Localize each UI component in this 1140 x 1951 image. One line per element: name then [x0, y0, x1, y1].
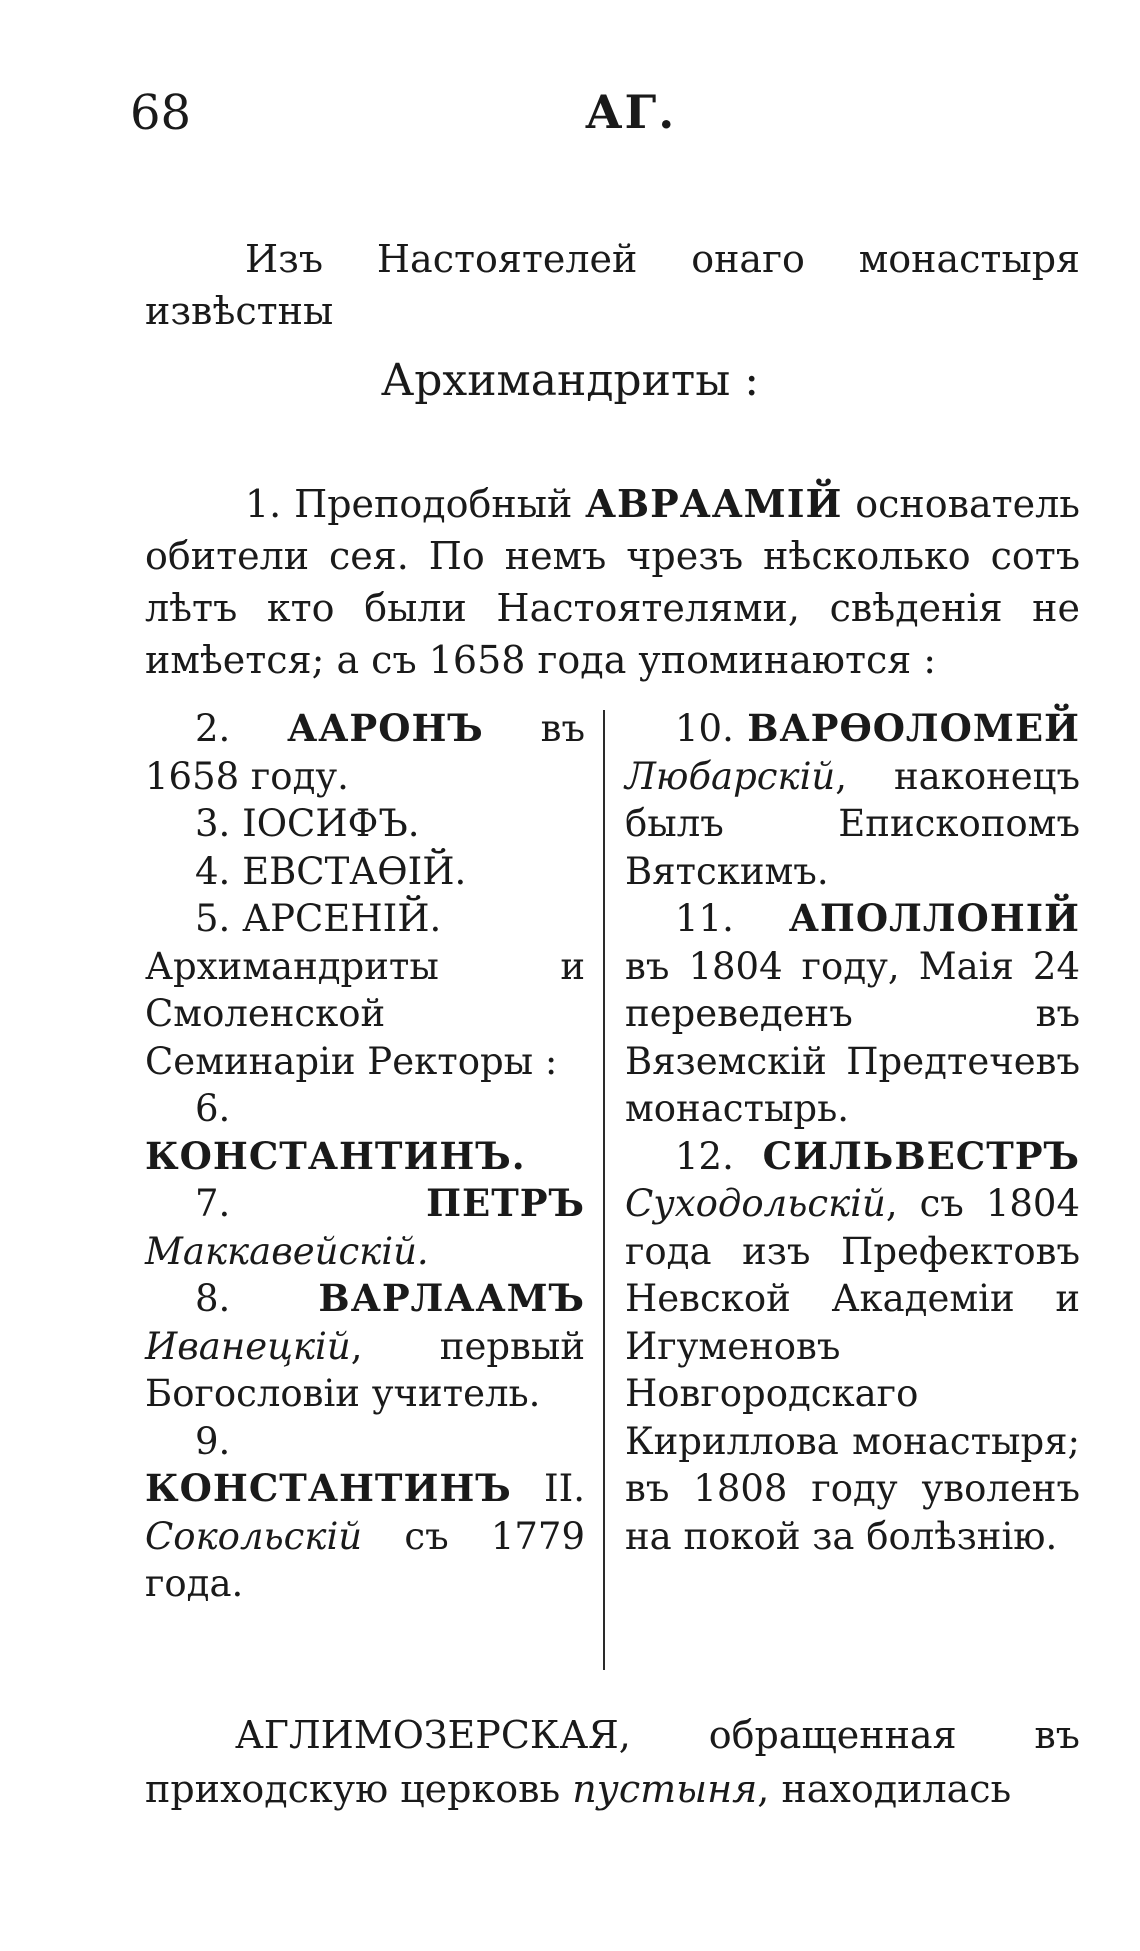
entry-text: , наконецъ былъ Епископомъ Вятскимъ.: [625, 754, 1080, 893]
entry-number: 4.: [195, 849, 231, 893]
entry-number: 6.: [195, 1087, 231, 1130]
right-column: [625, 705, 1080, 1560]
entry-number: 5.: [195, 897, 231, 940]
entry-7: [145, 1180, 585, 1275]
entry-12: [625, 1133, 1080, 1561]
entry-surname: Сокольскій: [145, 1514, 363, 1558]
entry-number: 11.: [675, 897, 734, 940]
section-title: Архимандриты :: [380, 355, 760, 406]
entry-8: [145, 1275, 585, 1418]
entry-name: ІОСИФЪ.: [242, 802, 420, 845]
entry-surname: Суходольскій: [625, 1182, 886, 1225]
entry-number: 2.: [195, 707, 231, 750]
entry-10: [625, 705, 1080, 895]
entry-italic: пустыня: [572, 1767, 758, 1811]
entry-1: [145, 478, 1080, 686]
entry-text: съ 1779 года.: [145, 1514, 585, 1605]
entry-number: 10.: [675, 707, 734, 750]
intro-paragraph: Изъ Настоятелей онаго монастыря извѣстны: [145, 237, 1080, 333]
entry-number: 3.: [195, 802, 231, 845]
entry-name: ПЕТРЪ: [426, 1181, 585, 1225]
page-number: 68: [130, 85, 192, 141]
entry-surname: Иванецкій: [145, 1324, 351, 1368]
entry-name: АРСЕНІЙ.: [242, 897, 442, 940]
left-column: [145, 705, 585, 1608]
entry-3: [145, 800, 585, 848]
entry-name: СИЛЬВЕСТРЪ: [762, 1133, 1080, 1178]
entry-name: ВАРЛААМЪ: [318, 1276, 585, 1320]
entry-11: [625, 895, 1080, 1133]
entry-name: ААРОНЪ: [287, 706, 484, 750]
entry-number: 12.: [675, 1134, 734, 1178]
entry-name: КОНСТАНТИНЪ.: [145, 1133, 526, 1178]
subsection-note: Архимандриты и Смоленской Семинаріи Ректоры :: [145, 944, 585, 1083]
entry-number: 8.: [195, 1277, 231, 1320]
entry-number: 1.: [245, 482, 282, 526]
entry-9: [145, 1418, 585, 1608]
entry-text: основатель обители сея. По немъ чрезъ нѣсколько сотъ лѣтъ кто были Настоятелями, свѣденія не имѣется; а съ 1658 года упоминаются :: [145, 482, 1080, 682]
entry-text: , первый Богословіи учитель.: [145, 1324, 585, 1415]
entry-surname: Маккавейскій.: [145, 1229, 429, 1273]
entry-ordinal: II.: [544, 1467, 585, 1510]
page-header: [130, 85, 1090, 155]
entry-6: [145, 1085, 585, 1180]
entry-2: [145, 705, 585, 800]
entry-4: [145, 848, 585, 896]
entry-text: въ 1658 году.: [145, 707, 585, 798]
entry-name: АГЛИМОЗЕРСКАЯ: [235, 1713, 619, 1757]
entry-5: [145, 895, 585, 943]
entry-surname: Любарскій: [625, 754, 836, 798]
entry-name: КОНСТАНТИНЪ: [145, 1466, 512, 1510]
entry-number: 7.: [195, 1182, 231, 1225]
entry-text: въ 1804 году, Маія 24 переведенъ въ Вяземскій Предтечевъ монастырь.: [625, 944, 1080, 1130]
entry-name: ВАРѲОЛОМЕЙ: [747, 706, 1080, 750]
running-head: АГ.: [585, 85, 677, 139]
entry-name: АПОЛЛОНІЙ: [788, 896, 1080, 940]
entry-number: 9.: [195, 1419, 231, 1463]
entry-prefix: Преподобный: [294, 482, 573, 526]
column-divider: [603, 710, 605, 1670]
entry-name: АВРААМІЙ: [585, 481, 843, 526]
entry-text: , обращенная въ приходскую церковь: [145, 1713, 1080, 1811]
entry-name: ЕВСТАѲІЙ.: [242, 849, 467, 893]
entry-text: , съ 1804 года изъ Префектовъ Невской Академіи и Игуменовъ Новгородскаго Кириллова монастыря; въ 1808 году уволенъ на покой за болѣзнію.: [625, 1182, 1080, 1558]
entry-text-2: , находилась: [757, 1767, 1012, 1811]
next-entry-paragraph: [145, 1708, 1080, 1816]
